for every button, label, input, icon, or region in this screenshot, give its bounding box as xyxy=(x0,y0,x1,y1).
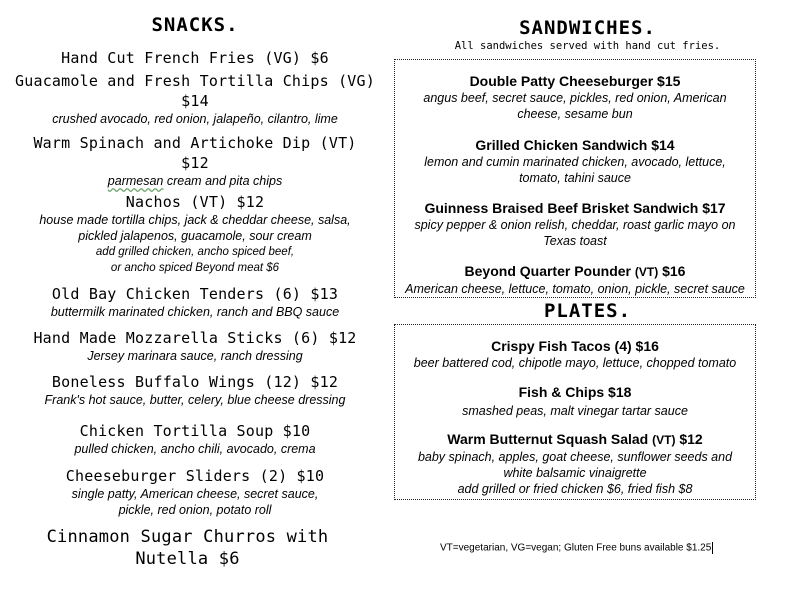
sandwiches-heading: SANDWICHES. xyxy=(519,17,656,39)
item-desc: pulled chicken, ancho chili, avocado, crema xyxy=(74,442,316,456)
item-title: Double Patty Cheeseburger $15 xyxy=(469,73,681,89)
menu-item xyxy=(0,192,390,276)
footer-text: VT=vegetarian, VG=vegan; Gluten Free buns available $1.25 xyxy=(440,542,712,554)
item-title xyxy=(395,262,755,281)
item-title: Grilled Chicken Sandwich $14 xyxy=(475,137,675,153)
item-desc: spicy pepper & onion relish, cheddar, roast garlic mayo on xyxy=(414,218,736,232)
title-price: $16 xyxy=(658,263,686,279)
item-desc: baby spinach, apples, goat cheese, sunflower seeds and xyxy=(417,450,733,464)
item-title: Chicken Tortilla Soup $10 xyxy=(79,422,311,440)
item-desc-line2: cheese, sesame bun xyxy=(517,107,633,121)
item-desc-line2: pickle, red onion, potato roll xyxy=(118,503,272,517)
item-title: Old Bay Chicken Tenders (6) $13 xyxy=(51,285,339,303)
item-desc: Frank's hot sauce, butter, celery, blue cheese dressing xyxy=(44,393,346,407)
menu-item xyxy=(395,337,755,371)
item-desc: angus beef, secret sauce, pickles, red onion, American xyxy=(423,91,727,105)
item-desc: buttermilk marinated chicken, ranch and BBQ sauce xyxy=(50,305,340,319)
item-desc: house made tortilla chips, jack & cheddar cheese, salsa, xyxy=(39,213,351,227)
menu-item xyxy=(395,72,755,122)
item-title: Nachos (VT) $12 xyxy=(125,193,265,211)
item-desc: smashed peas, malt vinegar tartar sauce xyxy=(462,404,688,418)
desc-rest: cream and pita chips xyxy=(163,174,283,188)
item-title: Guacamole and Fresh Tortilla Chips (VG) xyxy=(15,72,375,90)
item-title: Warm Spinach and Artichoke Dip (VT) xyxy=(33,134,357,152)
item-desc: beer battered cod, chipotle mayo, lettuce, chopped tomato xyxy=(413,356,737,370)
menu-item xyxy=(0,526,375,570)
text-cursor xyxy=(712,542,713,554)
item-note: add grilled chicken, ancho spiced beef, xyxy=(95,246,295,258)
item-desc: Jersey marinara sauce, ranch dressing xyxy=(87,349,303,363)
item-desc-line2: pickled jalapenos, guacamole, sour cream xyxy=(78,229,312,243)
menu-item xyxy=(0,284,390,320)
item-title: Hand Made Mozzarella Sticks (6) $12 xyxy=(33,329,357,347)
item-title: Cinnamon Sugar Churros with xyxy=(46,527,329,547)
item-desc-line2: white balsamic vinaigrette xyxy=(503,466,647,480)
item-price: $14 xyxy=(181,92,209,110)
menu-item xyxy=(395,383,755,419)
menu-item xyxy=(0,421,390,457)
item-title: Guinness Braised Beef Brisket Sandwich $17 xyxy=(424,200,726,216)
item-desc-line3: add grilled or fried chicken $6, fried fish $8 xyxy=(457,482,693,496)
item-price: $12 xyxy=(181,154,209,172)
menu-item xyxy=(395,262,755,297)
item-desc: American cheese, lettuce, tomato, onion, pickle, secret sauce xyxy=(405,282,745,296)
menu-item xyxy=(395,136,755,186)
item-desc: crushed avocado, red onion, jalapeño, cilantro, lime xyxy=(52,112,338,126)
footer-note xyxy=(440,542,713,554)
title-name: Beyond Quarter Pounder xyxy=(464,263,635,279)
menu-item xyxy=(0,133,390,189)
menu-item xyxy=(395,199,755,249)
menu-item xyxy=(0,48,390,68)
menu-item xyxy=(0,466,390,518)
plates-heading: PLATES. xyxy=(543,300,632,322)
item-title: Boneless Buffalo Wings (12) $12 xyxy=(51,373,339,391)
item-desc: lemon and cumin marinated chicken, avocado, lettuce, xyxy=(424,155,726,169)
item-title: Hand Cut French Fries (VG) $6 xyxy=(61,49,329,67)
snacks-heading: SNACKS. xyxy=(151,14,239,36)
item-desc-line2: Texas toast xyxy=(543,234,607,248)
title-tag: (VT) xyxy=(652,433,676,447)
item-title: Crispy Fish Tacos (4) $16 xyxy=(491,338,659,354)
title-price: $12 xyxy=(675,431,703,447)
item-note-line2: or ancho spiced Beyond meat $6 xyxy=(110,262,280,274)
item-desc xyxy=(0,173,390,189)
sandwiches-box xyxy=(394,59,756,298)
menu-item xyxy=(0,372,390,408)
sandwiches-subtitle: All sandwiches served with hand cut fries. xyxy=(454,40,721,52)
menu-item xyxy=(0,328,390,364)
menu-item xyxy=(0,71,390,127)
menu-item xyxy=(395,430,755,497)
item-title-line2: Nutella $6 xyxy=(135,549,240,569)
item-desc: single patty, American cheese, secret sauce, xyxy=(71,487,319,501)
item-title: Cheeseburger Sliders (2) $10 xyxy=(65,467,325,485)
title-name: Warm Butternut Squash Salad xyxy=(447,431,653,447)
title-tag: (VT) xyxy=(634,265,659,279)
item-title: Fish & Chips $18 xyxy=(518,384,632,400)
desc-word: parmesan xyxy=(107,174,164,188)
item-title xyxy=(395,430,755,449)
item-desc-line2: tomato, tahini sauce xyxy=(519,171,631,185)
plates-box xyxy=(394,324,756,500)
